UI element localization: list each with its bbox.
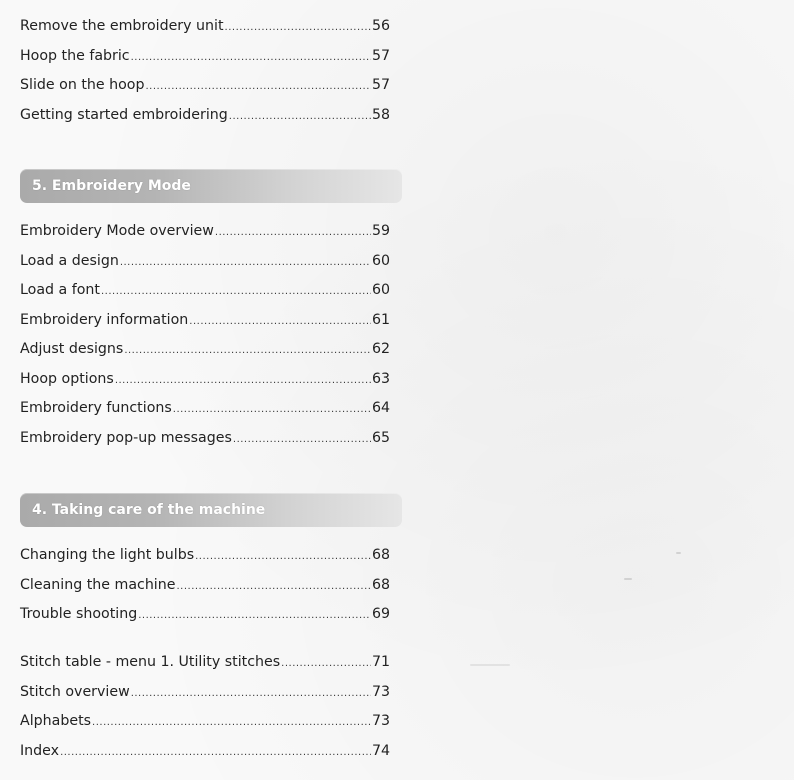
- toc-entry-title: Stitch overview: [20, 683, 130, 700]
- toc-entry-title: Embroidery Mode overview: [20, 223, 214, 239]
- toc-entry-title: Stitch table - menu 1. Utility stitches: [20, 654, 281, 670]
- dot-leader: [92, 718, 371, 728]
- toc-group-appendix: [20, 648, 390, 766]
- toc-entry-page: 59: [371, 223, 390, 239]
- toc-group-embroidery-setup: [20, 12, 390, 130]
- toc-entry-page: 65: [371, 429, 390, 446]
- toc-entry-page: 60: [371, 282, 390, 298]
- dot-leader: [120, 258, 371, 268]
- toc-entry[interactable]: [20, 276, 390, 306]
- dot-leader: [229, 112, 371, 122]
- toc-entry-page: 57: [371, 77, 390, 93]
- toc-entry-title: Cleaning the machine: [20, 576, 176, 593]
- toc-entry[interactable]: [20, 424, 390, 454]
- toc-entry[interactable]: [20, 217, 390, 247]
- toc-entry-page: 63: [371, 370, 390, 387]
- section-header-title: 5. Embroidery Mode: [32, 178, 191, 194]
- toc-group-machine-care: [20, 541, 390, 630]
- toc-entry-title: Hoop options: [20, 370, 114, 387]
- toc-entry-page: 71: [371, 654, 390, 670]
- toc-entry-page: 58: [371, 106, 390, 123]
- toc-entry[interactable]: [20, 247, 390, 277]
- toc-entry[interactable]: [20, 737, 390, 767]
- dot-leader: [124, 346, 371, 356]
- toc-entry-title: Embroidery pop-up messages: [20, 429, 232, 446]
- toc-entry-title: Adjust designs: [20, 341, 124, 357]
- section-header-machine-care: [20, 493, 402, 527]
- scan-speck: [676, 552, 681, 554]
- toc-entry-title: Load a font: [20, 282, 100, 298]
- dot-leader: [131, 689, 371, 699]
- toc-entry-title: Trouble shooting: [20, 606, 138, 622]
- section-header-embroidery-mode: [20, 169, 402, 203]
- toc-entry[interactable]: [20, 306, 390, 336]
- dot-leader: [131, 53, 371, 63]
- toc-entry-page: 68: [371, 547, 390, 563]
- dot-leader: [101, 287, 371, 297]
- toc-entry-page: 64: [371, 400, 390, 416]
- dot-leader: [145, 82, 370, 92]
- toc-entry-title: Load a design: [20, 252, 119, 269]
- toc-entry[interactable]: [20, 648, 390, 678]
- toc-entry-page: 73: [371, 713, 390, 729]
- dot-leader: [281, 659, 371, 669]
- scan-speck: [624, 578, 632, 580]
- toc-group-embroidery-mode: [20, 217, 390, 453]
- toc-entry[interactable]: [20, 42, 390, 72]
- dot-leader: [138, 611, 371, 621]
- section-header-title: 4. Taking care of the machine: [32, 502, 266, 518]
- toc-entry-title: Embroidery information: [20, 311, 189, 328]
- dot-leader: [215, 228, 371, 238]
- toc-entry-title: Getting started embroidering: [20, 106, 228, 123]
- toc-entry[interactable]: [20, 365, 390, 395]
- toc-entry-title: Remove the embroidery unit: [20, 18, 224, 34]
- dot-leader: [233, 435, 371, 445]
- toc-entry-title: Embroidery functions: [20, 400, 172, 416]
- toc-entry-page: 57: [371, 47, 390, 64]
- dot-leader: [115, 376, 371, 386]
- toc-entry-page: 74: [371, 742, 390, 759]
- toc-entry-title: Alphabets: [20, 713, 92, 729]
- toc-entry[interactable]: [20, 335, 390, 365]
- toc-entry-page: 73: [371, 683, 390, 700]
- toc-entry[interactable]: [20, 571, 390, 601]
- toc-entry-page: 60: [371, 252, 390, 269]
- scan-speck: [470, 664, 510, 666]
- dot-leader: [195, 552, 371, 562]
- toc-entry-page: 68: [371, 576, 390, 593]
- toc-entry-title: Index: [20, 742, 60, 759]
- toc-entry-page: 56: [371, 18, 390, 34]
- toc-entry[interactable]: [20, 12, 390, 42]
- toc-entry[interactable]: [20, 71, 390, 101]
- dot-leader: [189, 317, 371, 327]
- toc-entry-title: Changing the light bulbs: [20, 547, 195, 563]
- toc-entry-title: Hoop the fabric: [20, 47, 130, 64]
- toc-entry-page: 69: [371, 606, 390, 622]
- dot-leader: [176, 582, 370, 592]
- dot-leader: [225, 23, 371, 33]
- toc-entry-page: 61: [371, 311, 390, 328]
- toc-entry-page: 62: [371, 341, 390, 357]
- toc-entry[interactable]: [20, 101, 390, 131]
- toc-entry[interactable]: [20, 600, 390, 630]
- toc-entry[interactable]: [20, 678, 390, 708]
- toc-entry-title: Slide on the hoop: [20, 77, 145, 93]
- dot-leader: [60, 748, 371, 758]
- toc-entry[interactable]: [20, 707, 390, 737]
- toc-entry[interactable]: [20, 394, 390, 424]
- toc-entry[interactable]: [20, 541, 390, 571]
- dot-leader: [173, 405, 371, 415]
